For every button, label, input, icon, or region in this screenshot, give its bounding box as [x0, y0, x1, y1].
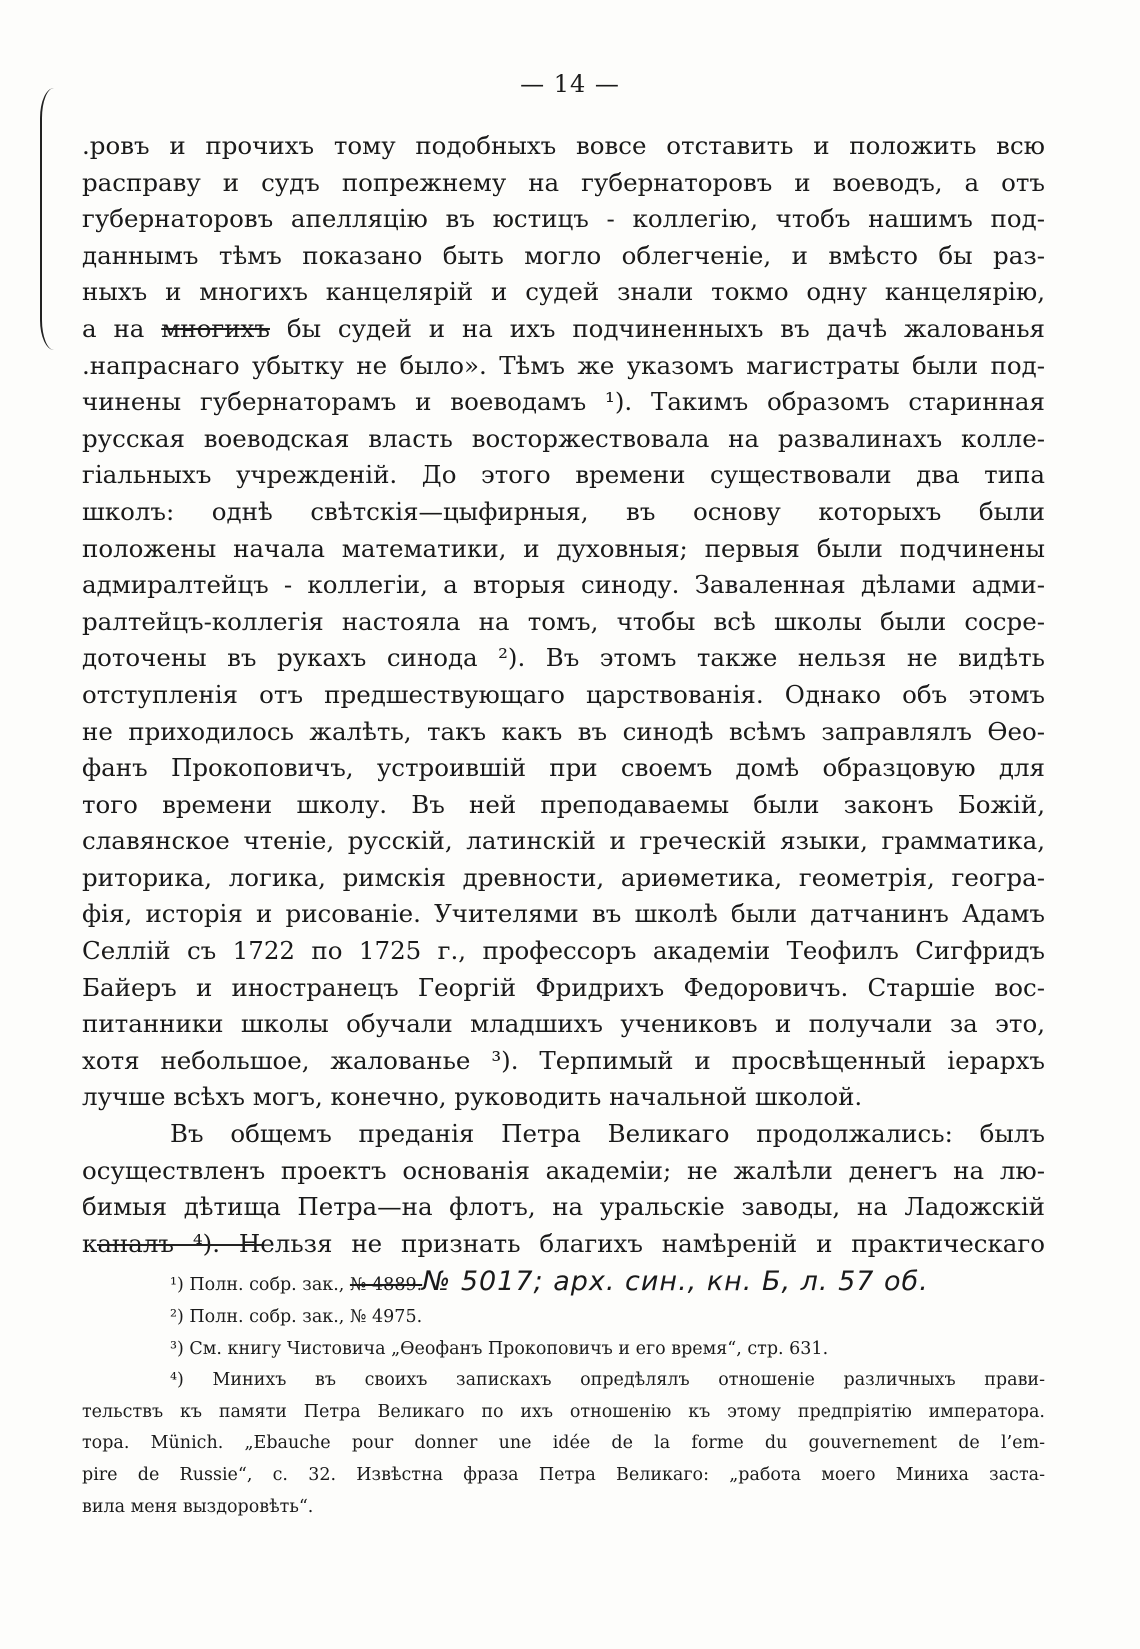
footnote-4-line: ⁴) Минихъ въ своихъ запискахъ опредѣлялъ отношеніе различныхъ прави-: [170, 1370, 1045, 1391]
text-line: даннымъ тѣмъ показано быть могло облегченіе, и вмѣсто бы раз-: [82, 240, 1045, 270]
text-line: не приходилось жалѣть, такъ какъ въ синодѣ всѣмъ заправлялъ Ѳео-: [82, 716, 1045, 746]
footnote-2: ²) Полн. собр. зак., № 4975.: [170, 1307, 423, 1327]
text-line-edited: [82, 311, 1045, 348]
text-line: фія, исторія и рисованіе. Учителями въ школѣ были датчанинъ Адамъ: [82, 899, 1045, 929]
text-line: ралтейцъ-коллегія настояла на томъ, чтобы всѣ школы были сосре-: [82, 606, 1045, 636]
text-line: .ровъ и прочихъ тому подобныхъ вовсе отставить и положить всю: [82, 131, 1045, 160]
text-line: чинены губернаторамъ и воеводамъ ¹). Такимъ образомъ старинная: [82, 387, 1045, 417]
text-line: положены начала математики, и духовныя; первыя были подчинены: [82, 533, 1045, 563]
text-line: губернаторовъ апелляцію въ юстицъ - коллегію, чтобъ нашимъ под-: [82, 204, 1045, 234]
handwritten-correction: [161, 311, 270, 348]
text-line: отступленія отъ предшествующаго царствованія. Однако объ этомъ: [82, 679, 1045, 709]
footnote-4-line: pire de Russie“, с. 32. Извѣстна фраза Петра Великаго: „работа моего Миниха заста-: [82, 1464, 1045, 1485]
text-line: осуществленъ проектъ основанія академіи; не жалѣли денегъ на лю-: [82, 1155, 1045, 1185]
footnote-divider: [97, 1244, 262, 1246]
edited-line-before: а на: [82, 313, 162, 343]
text-line: русская воеводская власть восторжествовала на развалинахъ колле-: [82, 423, 1045, 453]
text-line: лучше всѣхъ могъ, конечно, руководить начальной школой.: [82, 1082, 863, 1112]
text-line: расправу и судъ попрежнему на губернаторовъ и воеводъ, а отъ: [82, 167, 1045, 197]
text-line: .напраснаго убытку не было». Тѣмъ же указомъ магистраты были под-: [82, 350, 1045, 380]
footnotes: [82, 1262, 1045, 1523]
text-line: риторика, логика, римскія древности, ариѳметика, геометрія, геогра-: [82, 862, 1045, 892]
footnote-1-handwritten: № 5017; арх. син., кн. Б, л. 57 об.: [422, 1266, 929, 1297]
text-line: каналъ ⁴). Нельзя не признать благихъ намѣреній и практическаго: [82, 1228, 1045, 1258]
text-line: хотя небольшое, жалованье ³). Терпимый и просвѣщенный іерархъ: [82, 1045, 1045, 1075]
text-line: бимыя дѣтища Петра—на флотъ, на уральскіе заводы, на Ладожскій: [82, 1192, 1045, 1222]
text-line: фанъ Прокоповичъ, устроившій при своемъ домѣ образцовую для: [82, 753, 1045, 783]
footnote-4-line: вила меня выздоровѣть“.: [82, 1496, 314, 1517]
text-line: того времени школу. Въ ней преподаваемы были законъ Божій,: [82, 789, 1045, 819]
text-line: Байеръ и иностранецъ Георгій Фридрихъ Федоровичъ. Старшіе вос-: [82, 972, 1045, 1002]
text-line: школъ: однѣ свѣтскія—цыфирныя, въ основу которыхъ были: [82, 496, 1045, 526]
footnote-4-line: тельствъ къ памяти Петра Великаго по ихъ отношенію къ этому предпріятію императора.: [82, 1401, 1045, 1422]
footnote-1: [82, 1262, 1045, 1302]
struck-word: многихъ: [161, 313, 270, 343]
text-line: питанники школы обучали младшихъ учениковъ и получали за это,: [82, 1009, 1045, 1039]
footnote-1-printed: ¹) Полн. собр. зак.,: [170, 1275, 350, 1295]
footnote-1-struck: № 4889.: [349, 1275, 423, 1295]
margin-bracket-mark: [40, 88, 56, 350]
text-line: славянское чтеніе, русскій, латинскій и греческій языки, грамматика,: [82, 826, 1045, 856]
page-number: — 14 —: [520, 70, 620, 98]
text-line: адмиралтейцъ - коллегіи, а вторыя синоду. Заваленная дѣлами адми-: [82, 570, 1045, 600]
text-line: Селлій съ 1722 по 1725 г., профессоръ академіи Теофилъ Сигфридъ: [82, 936, 1045, 966]
text-line: Въ общемъ преданія Петра Великаго продолжались: былъ: [170, 1119, 1045, 1149]
footnote-4-line: тора. Münich. „Ebauche pour donner une idée de la forme du gouvernement de l’em-: [82, 1433, 1045, 1454]
body-text: [82, 128, 1045, 1262]
edited-line-after: бы судей и на ихъ подчиненныхъ въ дачѣ жалованья: [269, 313, 1045, 343]
text-line: гіальныхъ учрежденій. До этого времени существовали два типа: [82, 460, 1045, 490]
text-line: доточены въ рукахъ синода ²). Въ этомъ также нельзя не видѣть: [82, 643, 1045, 673]
text-line: ныхъ и многихъ канцелярій и судей знали токмо одну канцелярію,: [82, 277, 1045, 307]
footnote-3: ³) См. книгу Чистовича „Ѳеофанъ Прокоповичъ и его время“, стр. 631.: [170, 1338, 829, 1359]
